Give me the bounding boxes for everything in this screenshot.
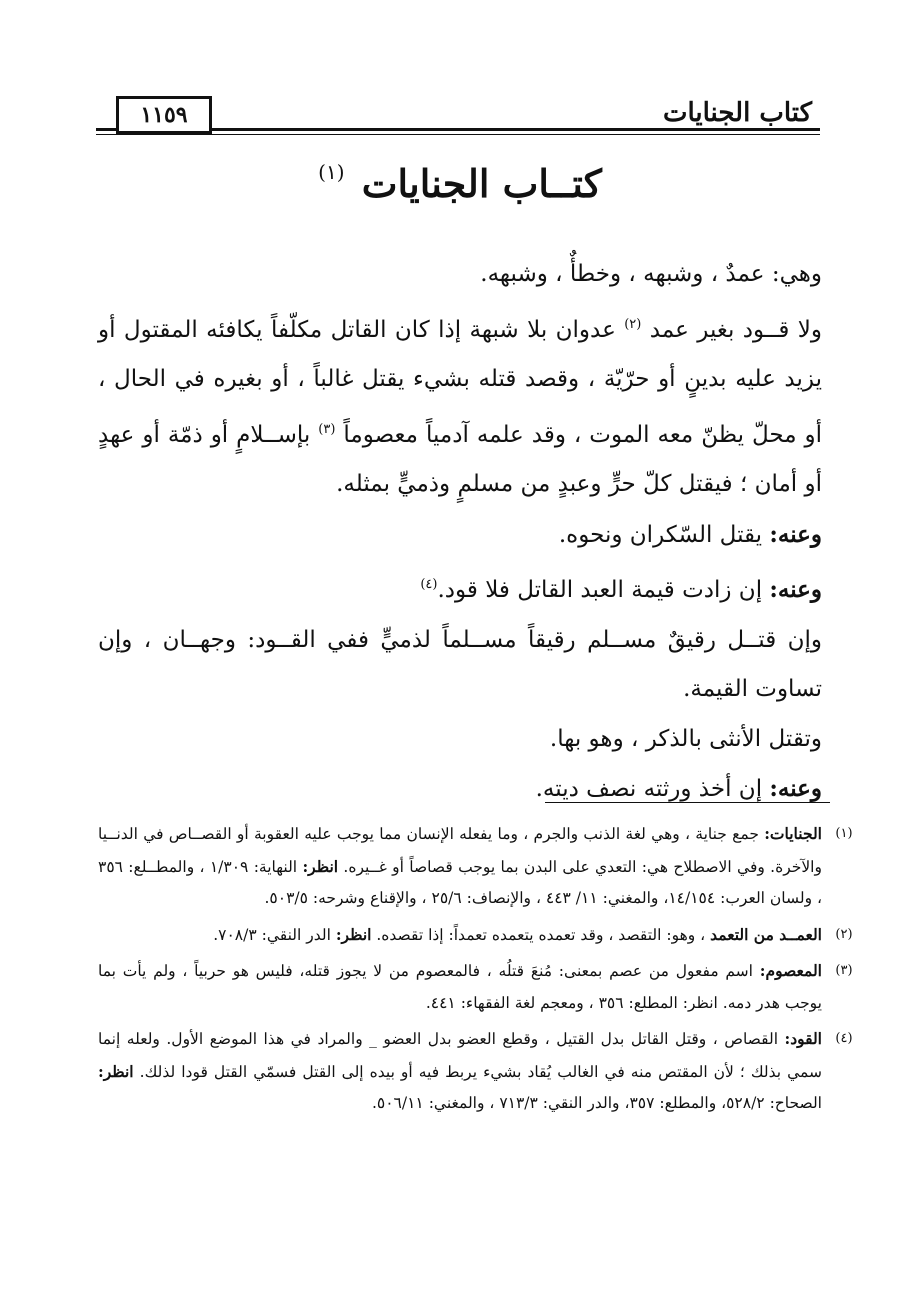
footnote-keyword: العمــد من التعمد bbox=[710, 924, 822, 944]
footnote-text: ، وهو: التقصد ، وقد تعمده يتعمده تعمداً: إذا تقصده. bbox=[376, 925, 706, 944]
footnote bbox=[98, 1023, 853, 1120]
title-footnote-ref: (١) bbox=[318, 160, 345, 184]
footnote-keyword: الجنايات: bbox=[764, 824, 822, 843]
footnote bbox=[98, 955, 853, 1019]
footnote-text: اسم مفعول من عصم بمعنى: مُنعَ قتلُه ، فالمعصوم من لا يجوز قتله، فليس هو حربياً ، ولم يأت بما يوجب هدر دمه. انظر: المطلع: ٣٥٦ ، ومعجم لغة الفقهاء: ٤٤١. bbox=[98, 962, 822, 1012]
paragraph-text: عدوان بلا شبهة إذا كان القاتل مكلّفاً يكافئه المقتول أو يزيد عليه بدينٍ أو حرّيّة ، وقصد قتله بشيء يقتل غالباً ، أو بغيره في الحال ، أو محلّ يظنّ معه الموت ، وقد علمه آدمياً معصوماً bbox=[98, 316, 823, 448]
chapter-title-text: كتــاب الجنايات bbox=[361, 161, 602, 206]
footnote-ref: (٢) bbox=[624, 316, 642, 332]
chapter-title bbox=[0, 160, 920, 206]
paragraph-text: وتقتل الأنثى بالذكر ، وهو بها. bbox=[549, 725, 822, 752]
footnotes bbox=[98, 818, 853, 1124]
header-rule-thin bbox=[96, 134, 820, 135]
footnote-ref-label: انظر: bbox=[335, 924, 372, 944]
footnote-number: (٣) bbox=[835, 963, 853, 978]
paragraph bbox=[98, 300, 822, 510]
narration-lead: وعنه: bbox=[769, 520, 822, 548]
paragraph bbox=[98, 510, 822, 561]
paragraph bbox=[98, 560, 822, 616]
paragraph-text: وإن قتــل رقيقٌ مســلم رقيقاً مســلماً لذميٍّ ففي القــود: وجهــان ، وإن تساوت القيمة. bbox=[98, 626, 822, 702]
paragraph-text: يقتل السّكران ونحوه. bbox=[558, 521, 763, 548]
footnote-keyword: المعصوم: bbox=[759, 961, 822, 980]
page-number: ١١٥٩ bbox=[116, 96, 212, 134]
footnote-sources: الدر النقي: ٧٠٨/٣. bbox=[213, 925, 331, 944]
footnote-number: (١) bbox=[835, 826, 853, 841]
running-title: كتاب الجنايات bbox=[655, 98, 816, 128]
footnote-text: القصاص ، وقتل القاتل بدل القتيل ، وقطع العضو بدل العضو _ والمراد في هذا الموضع الأول. ولعله إنما سمي بذلك ؛ لأن المقتص منه في الغالب يُقاد بشيء يربط فيه أو بيده إلى القتل فسمّي القتل قودا لذلك. bbox=[98, 1030, 822, 1081]
footnote-text: جمع جناية ، وهي لغة الذنب والجرم ، وما يفعله الإنسان مما يوجب عليه العقوبة أو القصــاص في الدنــيا والآخرة. وفي الاصطلاح هي: التعدي على البدن بما يوجب قصاصاً أو غــيره. bbox=[98, 825, 822, 876]
paragraph bbox=[98, 764, 822, 815]
footnote bbox=[98, 919, 853, 952]
paragraph-text: إن أخذ ورثته نصف ديته. bbox=[535, 776, 763, 802]
paragraph-text: إن زادت قيمة العبد القاتل فلا قود. bbox=[437, 577, 763, 603]
paragraph-text: بإســلامٍ أو ذمّة أو عهدٍ أو أمان ؛ فيقتل كلّ حرٍّ وعبدٍ من مسلمٍ وذميٍّ بمثله. bbox=[98, 421, 822, 497]
narration-lead: وعنه: bbox=[769, 576, 822, 603]
footnote-number: (٢) bbox=[835, 926, 853, 942]
footnote-ref-label: انظر: bbox=[98, 1061, 134, 1081]
paragraph bbox=[98, 250, 822, 300]
paragraph bbox=[98, 616, 822, 715]
footnote-sources: النهاية: ١/٣٠٩ ، والمطــلع: ٣٥٦ ، ولسان العرب: ١٤/١٥٤، والمغني: ١١/ ٤٤٣ ، والإنصاف: ٢٥/٦ ، والإقناع وشرحه: ٥٠٣/٥. bbox=[98, 857, 822, 907]
footnote-keyword: القود: bbox=[784, 1029, 822, 1048]
footnote bbox=[98, 818, 853, 915]
narration-lead: وعنه: bbox=[769, 775, 822, 802]
footnote-sources: الصحاح: ٥٢٨/٢، والمطلع: ٣٥٧، والدر النقي: ٧١٣/٣ ، والمغني: ٥٠٦/١١. bbox=[371, 1094, 822, 1112]
paragraph bbox=[98, 715, 822, 765]
footnote-number: (٤) bbox=[835, 1031, 853, 1046]
main-text bbox=[98, 250, 822, 815]
footnote-ref-label: انظر: bbox=[302, 856, 339, 876]
footnote-ref: (٣) bbox=[318, 421, 336, 437]
paragraph-text: وهي: عمدٌ ، وشبهه ، وخطأٌ ، وشبهه. bbox=[480, 261, 822, 287]
footnote-separator bbox=[545, 802, 830, 803]
footnote-ref: (٤) bbox=[420, 577, 438, 592]
paragraph-text: ولا قــود بغير عمد bbox=[649, 316, 823, 343]
